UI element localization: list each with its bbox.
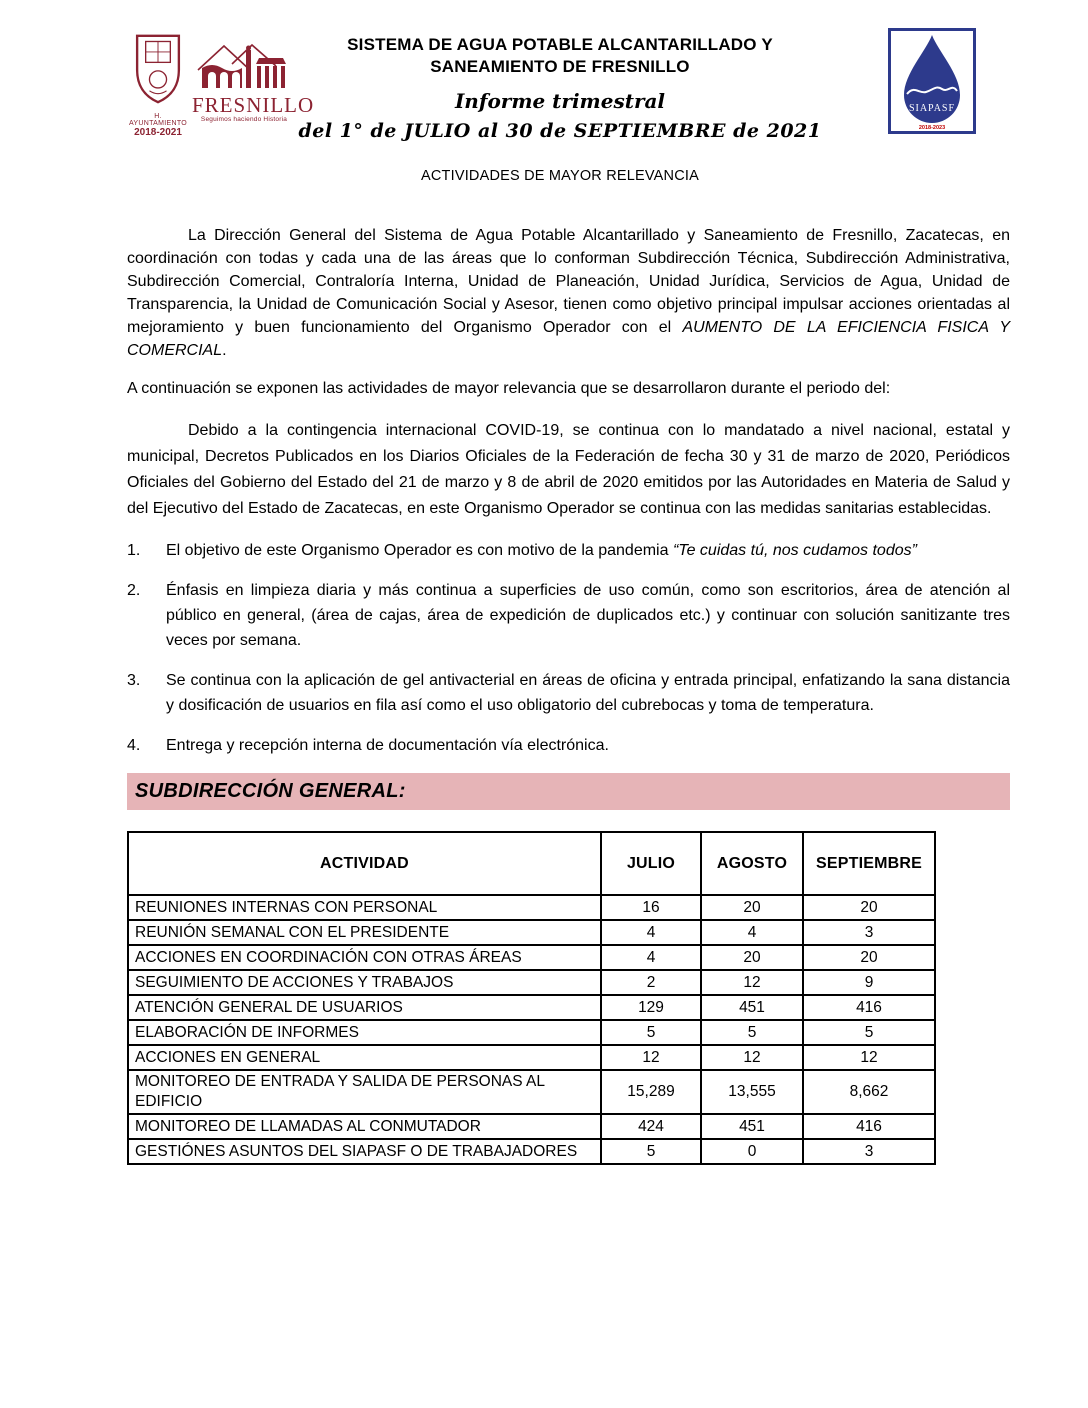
- activity-cell: ACCIONES EN COORDINACIÓN CON OTRAS ÁREAS: [128, 945, 601, 970]
- septiembre-value: 3: [803, 920, 935, 945]
- julio-value: 424: [601, 1114, 701, 1139]
- activities-list: [127, 538, 1010, 758]
- table-row: [128, 945, 935, 970]
- list-item-text: [166, 578, 1010, 653]
- activity-cell: SEGUIMIENTO DE ACCIONES Y TRABAJOS: [128, 970, 601, 995]
- activity-cell: MONITOREO DE ENTRADA Y SALIDA DE PERSONAS AL EDIFICIO: [128, 1070, 601, 1114]
- column-header-agosto: AGOSTO: [701, 832, 803, 895]
- list-item-text-italic: “Te cuidas tú, nos cudamos todos”: [672, 542, 917, 559]
- septiembre-value: 416: [803, 1114, 935, 1139]
- list-item: [127, 733, 1010, 758]
- document-title-line2: SANEAMIENTO DE FRESNILLO: [430, 57, 690, 76]
- septiembre-value: 5: [803, 1020, 935, 1045]
- julio-value: 2: [601, 970, 701, 995]
- septiembre-value: 8,662: [803, 1070, 935, 1114]
- table-header-row: [128, 832, 935, 895]
- activity-cell: ATENCIÓN GENERAL DE USUARIOS: [128, 995, 601, 1020]
- activities-heading: ACTIVIDADES DE MAYOR RELEVANCIA: [421, 168, 699, 184]
- siapasf-logo: [888, 28, 976, 134]
- report-type: Informe trimestral: [454, 89, 666, 113]
- list-item: [127, 538, 1010, 563]
- paragraph-intro-period: .: [222, 342, 227, 359]
- column-header-septiembre: SEPTIEMBRE: [803, 832, 935, 895]
- agosto-value: 12: [701, 970, 803, 995]
- list-item-text-normal: El objetivo de este Organismo Operador es con motivo de la pandemia: [166, 542, 673, 559]
- table-row: [128, 920, 935, 945]
- paragraph-continuation: A continuación se exponen las actividades de mayor relevancia que se desarrollaron durante el periodo del:: [127, 380, 891, 397]
- list-item-text-normal: Énfasis en limpieza diaria y más continua a superficies de uso común, como son escritorios, área de atención al público en general, (área de cajas, área de expedición de duplicados etc.) y continuar con solución sanitizante tres veces por semana.: [166, 582, 1010, 649]
- agosto-value: 0: [701, 1139, 803, 1164]
- agosto-value: 5: [701, 1020, 803, 1045]
- activity-cell: REUNIONES INTERNAS CON PERSONAL: [128, 895, 601, 920]
- document-title-line1: SISTEMA DE AGUA POTABLE ALCANTARILLADO Y: [347, 35, 773, 54]
- fresnillo-tagline: Seguimos haciendo Historia: [200, 116, 288, 123]
- ayuntamiento-caption: H. AYUNTAMIENTO: [128, 113, 188, 127]
- septiembre-value: 416: [803, 995, 935, 1020]
- julio-value: 16: [601, 895, 701, 920]
- table-row: [128, 970, 935, 995]
- list-item-number: 2.: [127, 582, 141, 599]
- activity-cell: REUNIÓN SEMANAL CON EL PRESIDENTE: [128, 920, 601, 945]
- agosto-value: 20: [701, 895, 803, 920]
- document-body: [127, 224, 1010, 1165]
- septiembre-value: 12: [803, 1045, 935, 1070]
- ayuntamiento-years: 2018-2021: [134, 127, 182, 138]
- table-row: [128, 1070, 935, 1114]
- table-row: [128, 995, 935, 1020]
- section-title-subdireccion-general: SUBDIRECCIÓN GENERAL:: [127, 773, 1010, 810]
- activity-cell: MONITOREO DE LLAMADAS AL CONMUTADOR: [128, 1114, 601, 1139]
- julio-value: 12: [601, 1045, 701, 1070]
- julio-value: 4: [601, 920, 701, 945]
- list-item-number: 4.: [127, 737, 141, 754]
- activities-table: [127, 831, 936, 1165]
- fresnillo-wordmark: FRESNILLO: [192, 93, 315, 117]
- list-item-text: [166, 668, 1010, 718]
- column-header-julio: JULIO: [601, 832, 701, 895]
- agosto-value: 4: [701, 920, 803, 945]
- septiembre-value: 9: [803, 970, 935, 995]
- column-header-actividad: ACTIVIDAD: [128, 832, 601, 895]
- siapasf-years: 2018-2023: [918, 125, 946, 131]
- paragraph-intro-text: La Dirección General del Sistema de Agua Potable Alcantarillado y Saneamiento de Fresnillo, Zacatecas, en coordinación con todas y cada una de las áreas que lo conforman Subdirección Técnica, Subdirección Administrativa, Subdirección Comercial, Contraloría Interna, Unidad de Planeación, Unidad Jurídica, Servicios de Agua, Unidad de Transparencia, la Unidad de Comunicación Social y Asesor, tienen como objetivo principal impulsar acciones orientadas al mejoramiento y buen funcionamiento del Organismo Operador con el: [127, 227, 1010, 336]
- list-item-text-normal: Entrega y recepción interna de documentación vía electrónica.: [166, 737, 609, 754]
- paragraph-intro-emphasis: AUMENTO DE LA EFICIENCIA FISICA Y COMERCIAL: [127, 319, 1011, 359]
- julio-value: 5: [601, 1139, 701, 1164]
- activity-cell: ACCIONES EN GENERAL: [128, 1045, 601, 1070]
- table-row: [128, 1020, 935, 1045]
- julio-value: 129: [601, 995, 701, 1020]
- agosto-value: 12: [701, 1045, 803, 1070]
- report-period: del 1° de JULIO al 30 de SEPTIEMBRE de 2021: [298, 120, 822, 142]
- julio-value: 15,289: [601, 1070, 701, 1114]
- water-drop-icon: [888, 28, 976, 134]
- julio-value: 4: [601, 945, 701, 970]
- agosto-value: 13,555: [701, 1070, 803, 1114]
- septiembre-value: 20: [803, 895, 935, 920]
- list-item-text: [166, 733, 1010, 758]
- table-row: [128, 1045, 935, 1070]
- coat-of-arms-icon: [131, 32, 185, 106]
- table-row: [128, 1139, 935, 1164]
- septiembre-value: 20: [803, 945, 935, 970]
- siapasf-wordmark: SIAPASF: [908, 103, 956, 114]
- paragraph-introduction: [127, 224, 1010, 362]
- agosto-value: 451: [701, 1114, 803, 1139]
- septiembre-value: 3: [803, 1139, 935, 1164]
- list-item-number: 3.: [127, 672, 141, 689]
- ayuntamiento-logo: [126, 32, 190, 138]
- list-item-text: [166, 538, 1010, 563]
- list-item: [127, 578, 1010, 653]
- agosto-value: 20: [701, 945, 803, 970]
- activity-cell: ELABORACIÓN DE INFORMES: [128, 1020, 601, 1045]
- header-titles: [250, 34, 870, 184]
- table-row: [128, 895, 935, 920]
- list-item: [127, 668, 1010, 718]
- list-item-number: 1.: [127, 542, 141, 559]
- table-row: [128, 1114, 935, 1139]
- paragraph-covid: Debido a la contingencia internacional COVID-19, se continua con lo mandatado a nivel nacional, estatal y municipal, Decretos Publicados en los Diarios Oficiales de la Federación de fecha 30 y 31 de marzo de 2020, Periódicos Oficiales del Gobierno del Estado del 21 de marzo y 8 de abril de 2020 emitidos por las Autoridades en Materia de Salud y del Ejecutivo del Estado de Zacatecas, en este Organismo Operador se continua con las medidas sanitarias establecidas.: [127, 422, 1010, 517]
- julio-value: 5: [601, 1020, 701, 1045]
- activity-cell: GESTIÓNES ASUNTOS DEL SIAPASF O DE TRABAJADORES: [128, 1139, 601, 1164]
- list-item-text-normal: Se continua con la aplicación de gel antivacterial en áreas de oficina y entrada principal, enfatizando la sana distancia y dosificación de usuarios en fila así como el uso obligatorio del cubrebocas y toma de temperatura.: [166, 672, 1010, 714]
- agosto-value: 451: [701, 995, 803, 1020]
